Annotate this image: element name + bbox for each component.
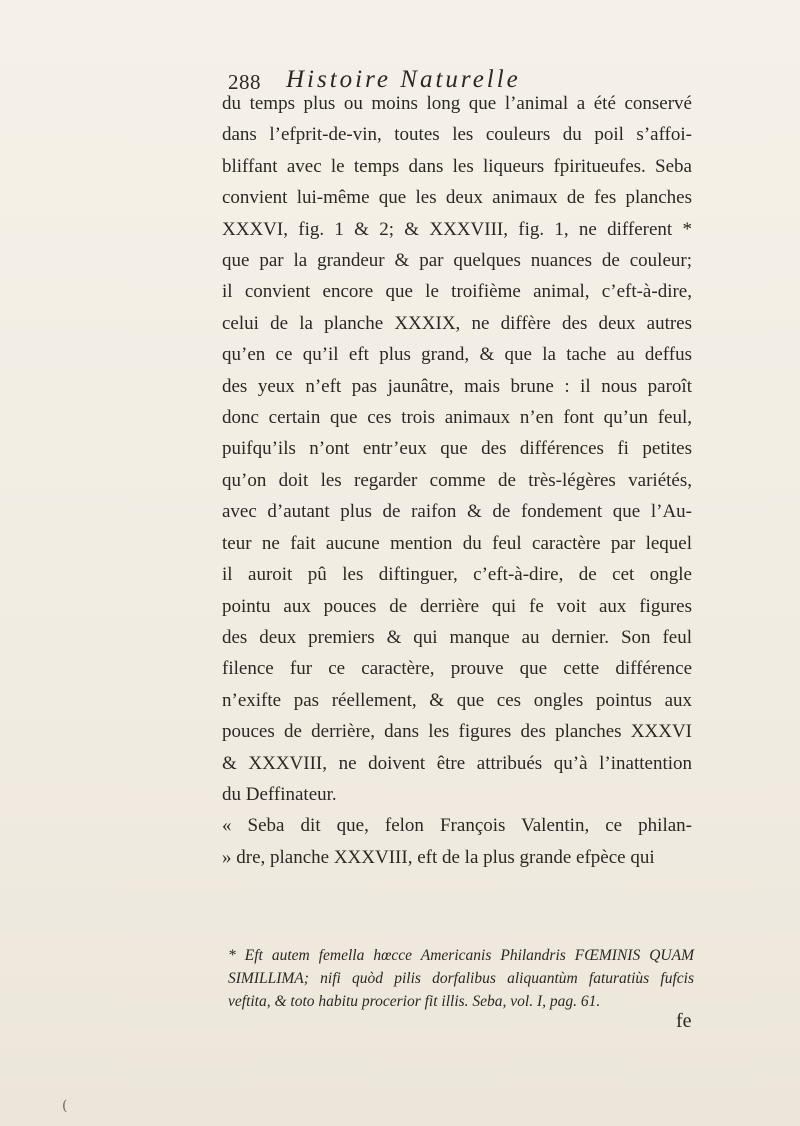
text-line: & XXXVIII, ne doivent être attribués qu’à l’inattention — [222, 752, 692, 774]
text-line: des deux premiers & qui manque au dernier. Son feul — [222, 626, 692, 648]
running-title: Histoire Naturelle — [286, 66, 521, 93]
page-number: 288 — [228, 70, 261, 94]
text-line: du Deffinateur. — [222, 783, 337, 805]
stray-mark: ( — [62, 1098, 68, 1114]
text-line: « Seba dit que, felon François Valentin, ce philan- — [222, 815, 692, 837]
text-line: pouces de derrière, dans les figures des planches XXXVI — [222, 721, 692, 743]
footnote-line: SIMILLIMA; nifi quòd pilis dorfalibus aliquantùm faturatiùs fufcis — [228, 970, 694, 987]
text-line: pointu aux pouces de derrière qui fe voit aux figures — [222, 595, 692, 617]
text-line: avec d’autant plus de raifon & de fondement que l’Au- — [222, 501, 692, 523]
text-line: que par la grandeur & par quelques nuances de couleur; — [222, 250, 692, 272]
text-line: teur ne fait aucune mention du feul caractère par lequel — [222, 532, 692, 554]
text-line: dans l’efprit-de-vin, toutes les couleurs du poil s’affoi- — [222, 124, 692, 146]
text-line: XXXVI, fig. 1 & 2; & XXXVIII, fig. 1, ne different * — [222, 218, 692, 240]
text-line: qu’en ce qu’il eft plus grand, & que la tache au deffus — [222, 344, 692, 366]
text-line: convient lui-même que les deux animaux de fes planches — [222, 187, 692, 209]
text-line: n’exifte pas réellement, & que ces ongles pointus aux — [222, 689, 692, 711]
text-line: puifqu’ils n’ont entr’eux que des différences fi petites — [222, 438, 692, 460]
text-line: il auroit pû les diftinguer, c’eft-à-dire, de cet ongle — [222, 564, 692, 586]
footnote-line: * Eft autem femella hœcce Americanis Philandris FŒMINIS QUAM — [228, 947, 694, 964]
catchword: fe — [676, 1010, 692, 1032]
text-line: des yeux n’eft pas jaunâtre, mais brune : il nous paroît — [222, 375, 692, 397]
text-line: qu’on doit les regarder comme de très-légères variétés, — [222, 469, 692, 491]
text-line: bliffant avec le temps dans les liqueurs fpiritueufes. Seba — [222, 155, 692, 177]
text-line: filence fur ce caractère, prouve que cette différence — [222, 658, 692, 680]
text-line: du temps plus ou moins long que l’animal a été conservé — [222, 93, 692, 114]
footnote-line: veftita, & toto habitu procerior fit illis. Seba, vol. I, pag. 61. — [228, 993, 601, 1010]
footnote — [228, 944, 694, 1013]
text-line: il convient encore que le troifième animal, c’eft-à-dire, — [222, 281, 692, 303]
main-text — [222, 88, 692, 873]
text-line: celui de la planche XXXIX, ne diffère des deux autres — [222, 312, 692, 334]
text-line: donc certain que ces trois animaux n’en font qu’un feul, — [222, 407, 692, 429]
text-line: » dre, planche XXXVIII, eft de la plus grande efpèce qui — [222, 846, 655, 868]
